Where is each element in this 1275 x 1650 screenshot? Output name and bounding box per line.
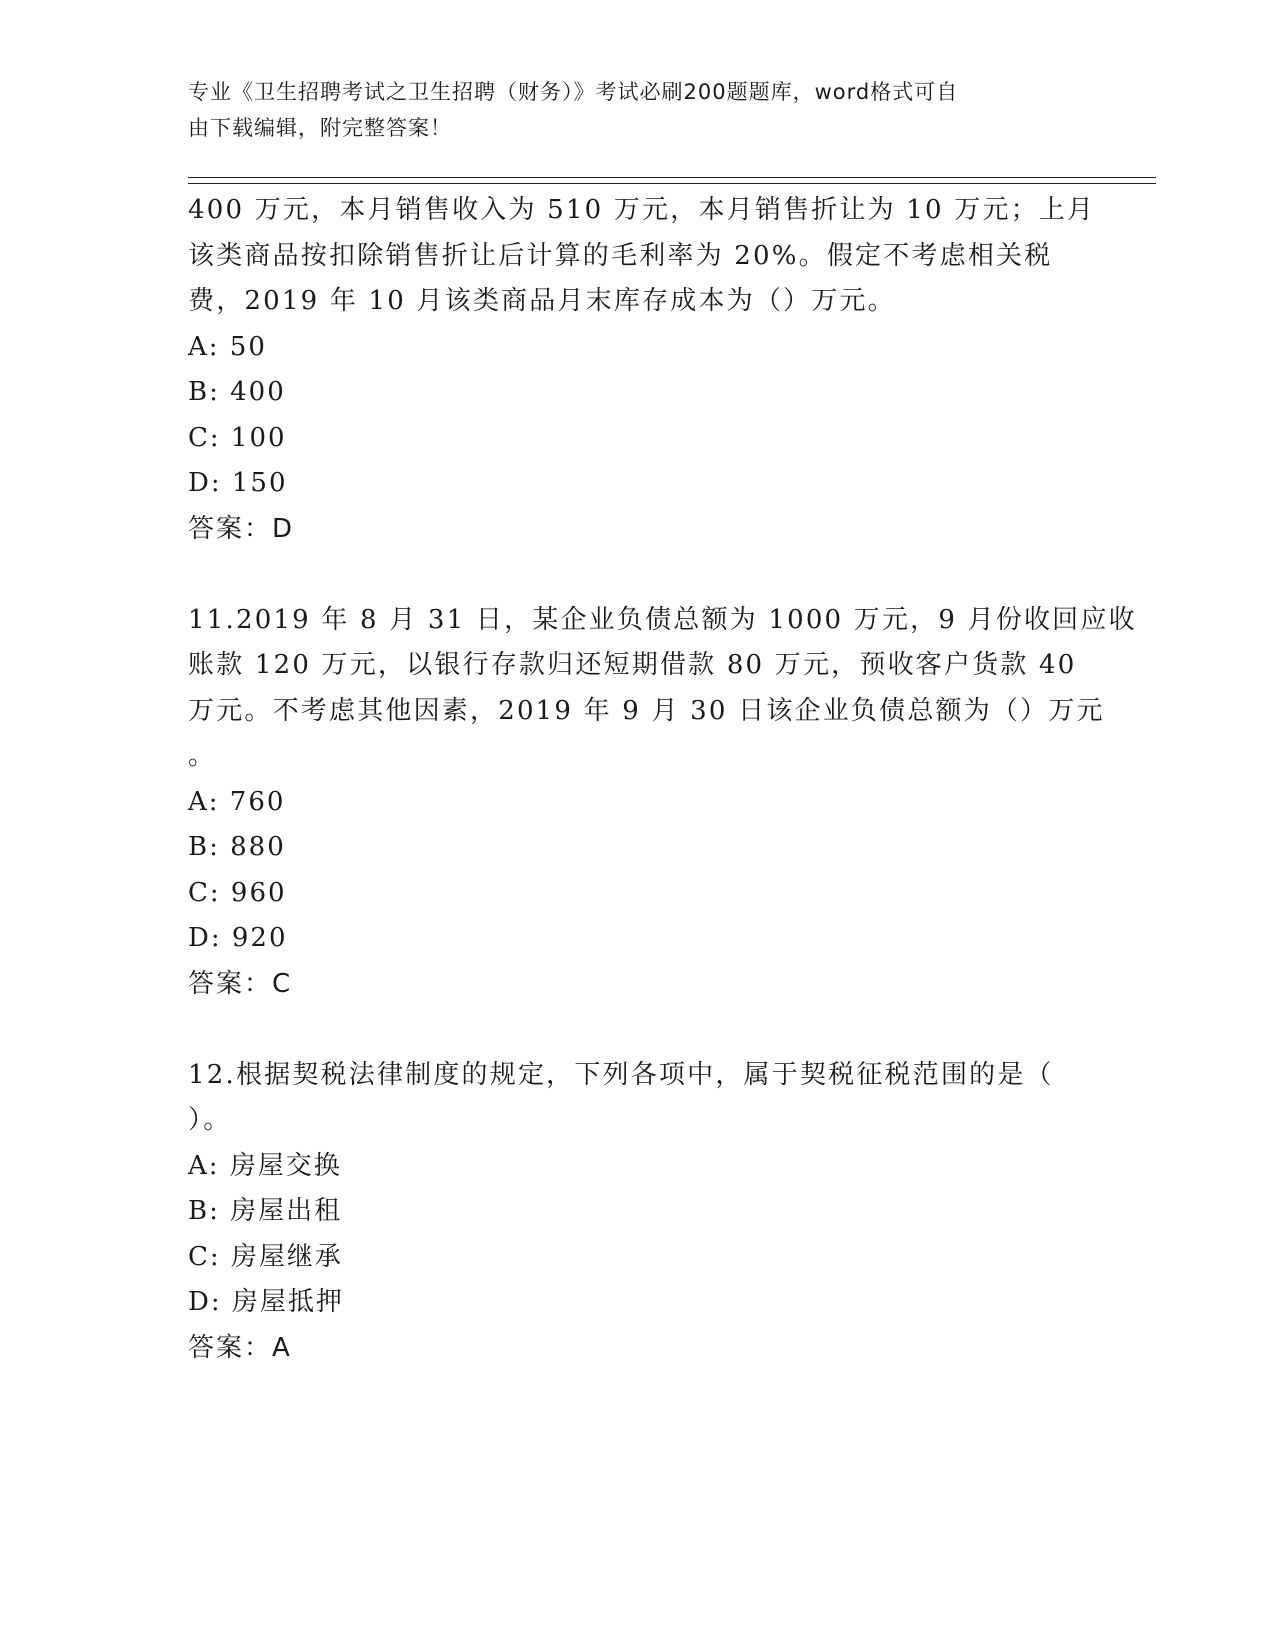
question-text-line: 。 bbox=[188, 741, 217, 771]
option-a: A: 760 bbox=[188, 786, 286, 817]
question-text-line: 账款 120 万元，以银行存款归还短期借款 80 万元，预收客户货款 40 bbox=[188, 650, 1077, 680]
option-d: D: 150 bbox=[188, 468, 288, 498]
spacer bbox=[188, 552, 1088, 598]
question-text-line: 400 万元，本月销售收入为 510 万元，本月销售折让为 10 万元；上月 bbox=[188, 195, 1096, 225]
answer: 答案：A bbox=[188, 1332, 292, 1363]
option-c: C: 960 bbox=[188, 877, 287, 908]
option-c: C: 100 bbox=[188, 422, 287, 453]
question-text-line: 12.根据契税法律制度的规定，下列各项中，属于契税征税范围的是（ bbox=[188, 1059, 1054, 1090]
question-11 bbox=[188, 598, 1137, 1008]
question-text-line: ）。 bbox=[188, 1105, 232, 1135]
question-list bbox=[188, 188, 1137, 1371]
header-line-1: 专业《卫生招聘考试之卫生招聘（财务）》考试必刷200题题库，word格式可自 bbox=[188, 80, 959, 104]
header-line-2: 由下载编辑，附完整答案！ bbox=[188, 116, 452, 140]
document-header bbox=[188, 74, 1088, 146]
question-text-line: 该类商品按扣除销售折让后计算的毛利率为 20%。假定不考虑相关税 bbox=[188, 240, 1053, 271]
option-b: B: 房屋出租 bbox=[188, 1196, 343, 1226]
option-d: D: 920 bbox=[188, 923, 288, 953]
question-text-line: 11.2019 年 8 月 31 日，某企业负债总额为 1000 万元，9 月份收回应收 bbox=[188, 604, 1137, 635]
answer: 答案：C bbox=[188, 968, 293, 999]
answer: 答案：D bbox=[188, 513, 295, 544]
option-c: C: 房屋继承 bbox=[188, 1241, 343, 1272]
question-10 bbox=[188, 188, 1096, 552]
option-a: A: 房屋交换 bbox=[188, 1150, 342, 1181]
option-b: B: 880 bbox=[188, 832, 286, 862]
question-12 bbox=[188, 1053, 1088, 1372]
option-d: D: 房屋抵押 bbox=[188, 1287, 344, 1317]
option-b: B: 400 bbox=[188, 377, 286, 407]
question-text-line: 万元。不考虑其他因素，2019 年 9 月 30 日该企业负债总额为（）万元 bbox=[188, 695, 1105, 726]
header-rule-bottom bbox=[188, 183, 1156, 184]
spacer bbox=[188, 1007, 1088, 1053]
header-rule-top bbox=[188, 177, 1156, 178]
option-a: A: 50 bbox=[188, 331, 267, 362]
question-text-line: 费，2019 年 10 月该类商品月末库存成本为（）万元。 bbox=[188, 286, 896, 316]
